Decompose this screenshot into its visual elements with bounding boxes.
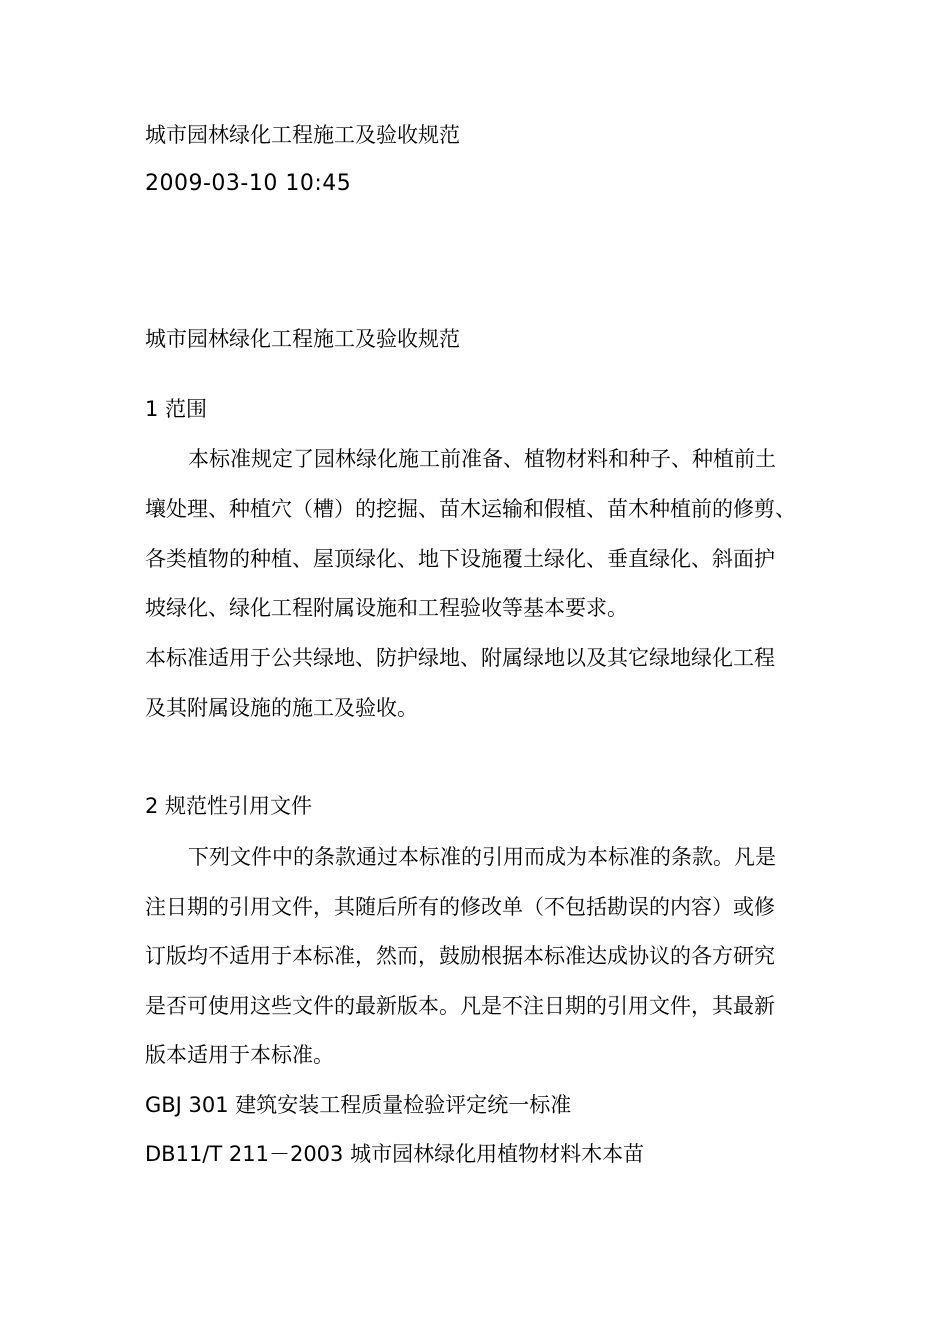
section-2-paragraph-1-line-4: 是否可使用这些文件的最新版本。凡是不注日期的引用文件，其最新	[145, 994, 775, 1018]
section-1-paragraph-1-line-2: 壤处理、种植穴（槽）的挖掘、苗木运输和假植、苗木种植前的修剪、	[145, 497, 796, 521]
section-1-paragraph-1-line-1: 本标准规定了园林绿化施工前准备、植物材料和种子、种植前土	[188, 447, 776, 471]
reference-item: DB11/T 211－2003 城市园林绿化用植物材料木本苗	[145, 1142, 645, 1166]
header-datetime: 2009-03-10 10:45	[145, 171, 352, 196]
section-2-paragraph-1-line-2: 注日期的引用文件，其随后所有的修改单（不包括勘误的内容）或修	[145, 895, 775, 919]
document-title: 城市园林绿化工程施工及验收规范	[145, 327, 460, 351]
section-2-paragraph-1-line-1: 下列文件中的条款通过本标准的引用而成为本标准的条款。凡是	[188, 845, 776, 869]
section-1-paragraph-1-line-4: 坡绿化、绿化工程附属设施和工程验收等基本要求。	[145, 596, 628, 620]
section-1-paragraph-1-line-3: 各类植物的种植、屋顶绿化、地下设施覆土绿化、垂直绿化、斜面护	[145, 547, 775, 571]
section-2-paragraph-1-line-3: 订版均不适用于本标准，然而，鼓励根据本标准达成协议的各方研究	[145, 944, 775, 968]
section-1-heading: 1 范围	[145, 397, 208, 421]
section-1-paragraph-2-line-1: 本标准适用于公共绿地、防护绿地、附属绿地以及其它绿地绿化工程	[145, 646, 775, 670]
reference-item: GBJ 301 建筑安装工程质量检验评定统一标准	[145, 1093, 572, 1117]
section-2-heading: 2 规范性引用文件	[145, 794, 313, 818]
section-1-paragraph-2-line-2: 及其附属设施的施工及验收。	[145, 696, 418, 720]
section-2-paragraph-1-line-5: 版本适用于本标准。	[145, 1043, 334, 1067]
header-title: 城市园林绿化工程施工及验收规范	[145, 123, 460, 147]
